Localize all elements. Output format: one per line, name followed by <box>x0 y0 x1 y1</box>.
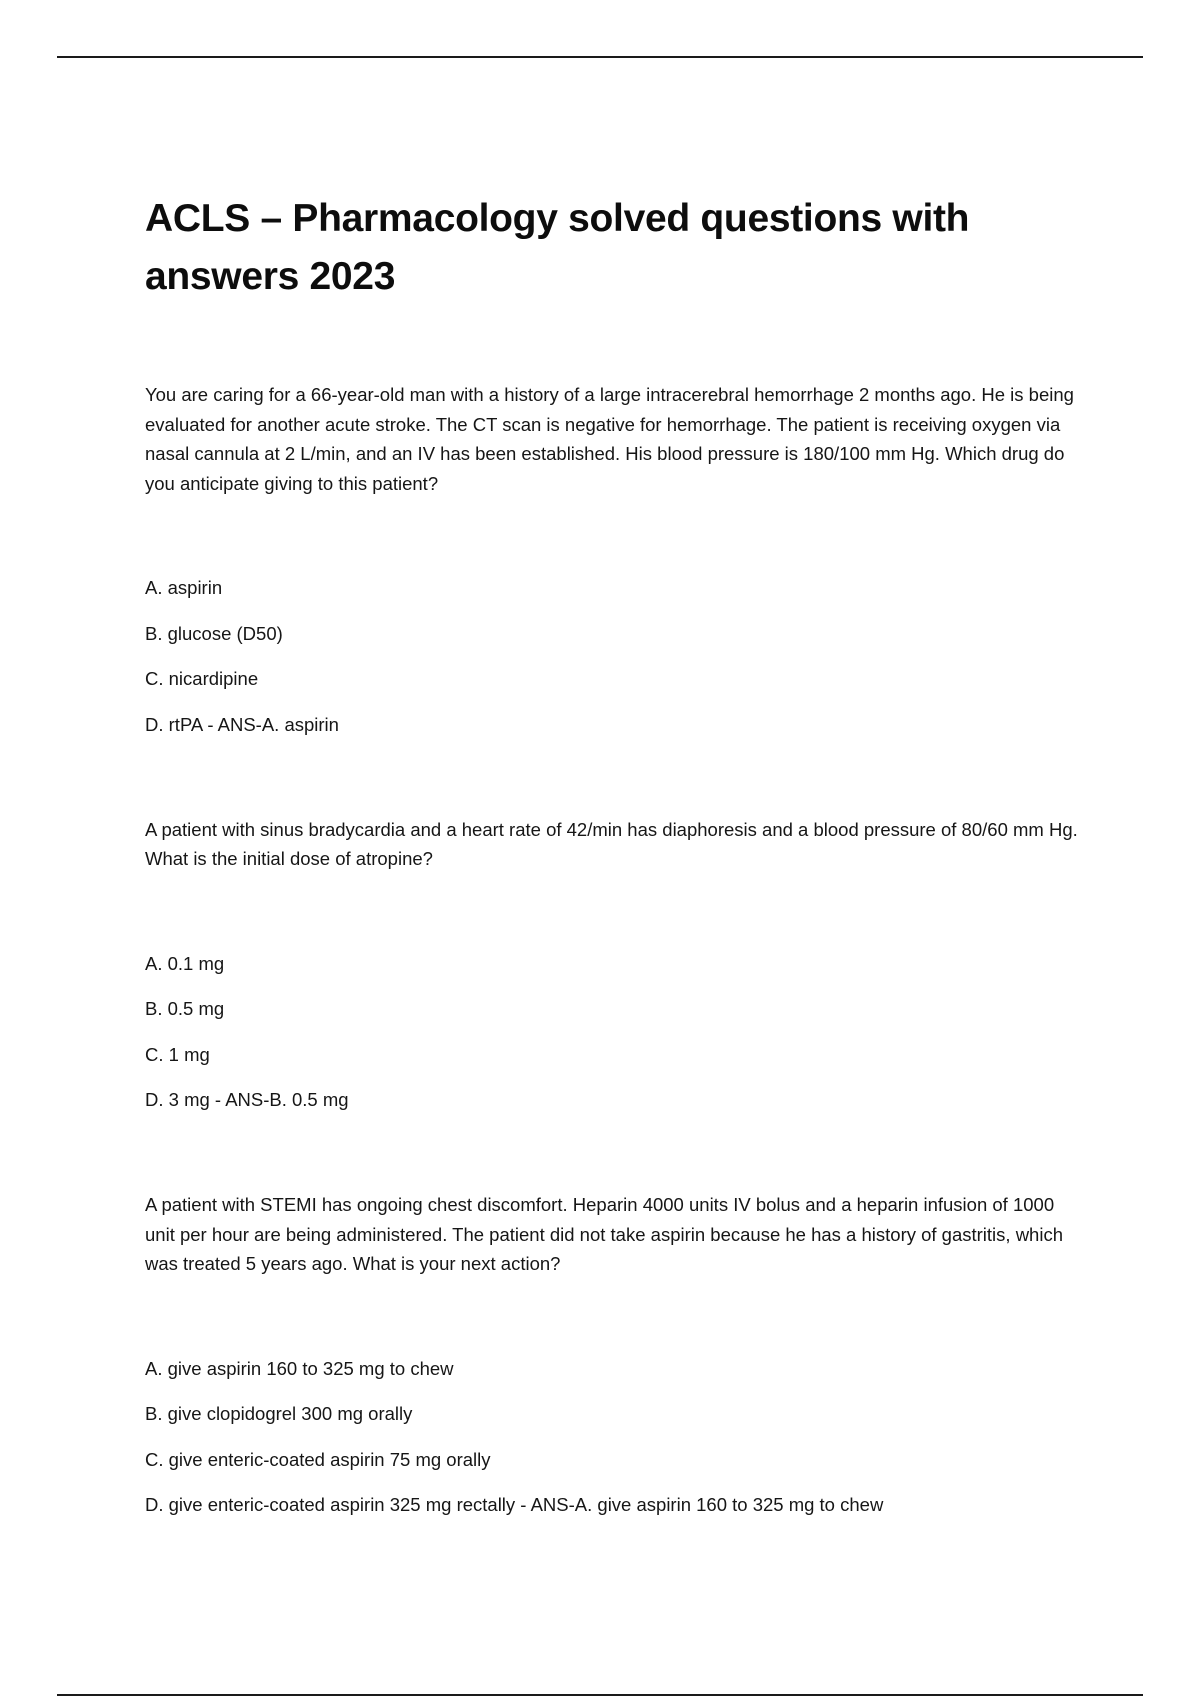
answer-options <box>145 576 1085 737</box>
bottom-rule <box>57 1694 1143 1696</box>
option-a: A. give aspirin 160 to 325 mg to chew <box>145 1357 454 1379</box>
question-block-3 <box>145 1190 1085 1517</box>
option-c: C. give enteric-coated aspirin 75 mg orally <box>145 1448 491 1470</box>
option-b: B. 0.5 mg <box>145 998 225 1019</box>
option-c: C. 1 mg <box>145 1043 210 1065</box>
option-c: C. nicardipine <box>145 668 259 689</box>
question-block-1 <box>145 380 1085 737</box>
document-body <box>145 190 1085 1595</box>
answer-options <box>145 1357 1085 1518</box>
top-rule <box>57 56 1143 58</box>
answer-options <box>145 952 1085 1113</box>
question-text: A patient with sinus bradycardia and a heart rate of 42/min has diaphoresis and a blood pressure of 80/60 mm Hg. What is the initial dose of atropine? <box>145 818 1078 869</box>
option-a: A. 0.1 mg <box>145 952 225 974</box>
option-b: B. glucose (D50) <box>145 622 283 644</box>
option-b: B. give clopidogrel 300 mg orally <box>145 1403 413 1424</box>
option-a: A. aspirin <box>145 577 223 598</box>
question-block-2 <box>145 815 1085 1113</box>
document-title: ACLS – Pharmacology solved questions with answers 2023 <box>145 197 970 298</box>
option-d-with-answer: D. 3 mg - ANS-B. 0.5 mg <box>145 1089 349 1110</box>
option-d-with-answer: D. rtPA - ANS-A. aspirin <box>145 713 339 735</box>
option-d-with-answer: D. give enteric-coated aspirin 325 mg rectally - ANS-A. give aspirin 160 to 325 mg to chew <box>145 1494 884 1515</box>
question-text: A patient with STEMI has ongoing chest discomfort. Heparin 4000 units IV bolus and a heparin infusion of 1000 unit per hour are being administered. The patient did not take aspirin because he has a history of gastritis, which was treated 5 years ago. What is your next action? <box>145 1194 1063 1274</box>
question-text: You are caring for a 66-year-old man with a history of a large intracerebral hemorrhage 2 months ago. He is being evaluated for another acute stroke. The CT scan is negative for hemorrhage. The patient is receiving oxygen via nasal cannula at 2 L/min, and an IV has been established. His blood pressure is 180/100 mm Hg. Which drug do you anticipate giving to this patient? <box>145 384 1074 494</box>
